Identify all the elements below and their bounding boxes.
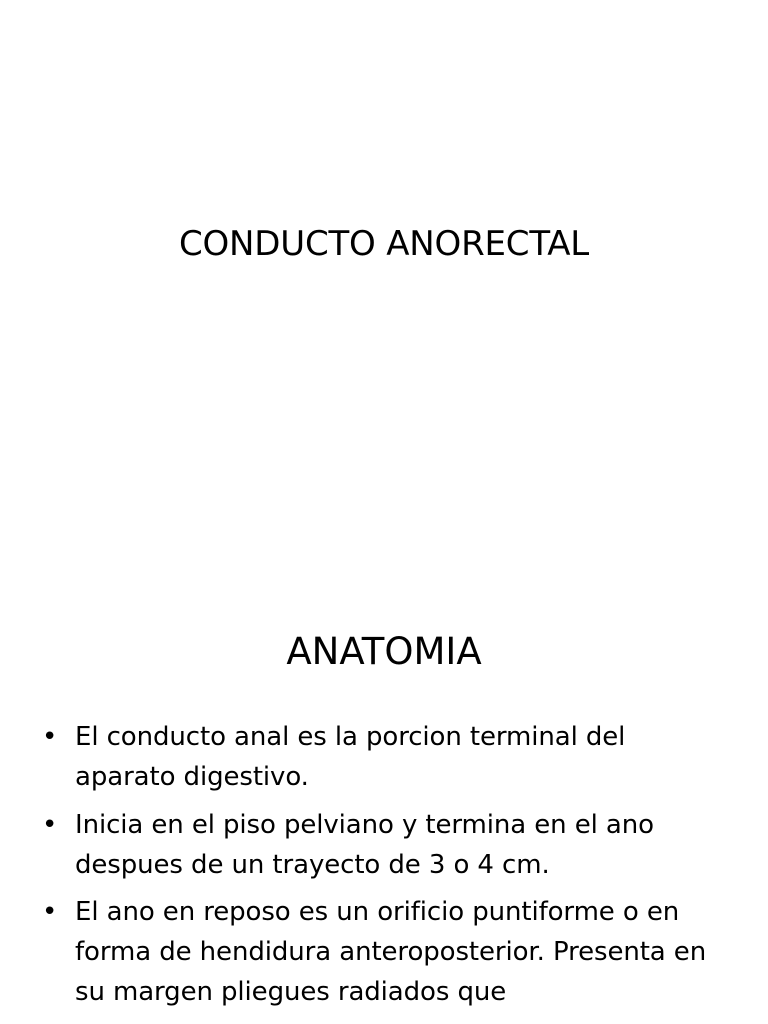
slide-title-heading: CONDUCTO ANORECTAL — [178, 224, 590, 264]
bullet-text: Inicia en el piso pelviano y termina en el ano despues de un trayecto de 3 o 4 cm. — [75, 810, 654, 880]
bullet-item — [42, 805, 732, 885]
bullet-icon: • — [42, 810, 58, 840]
slide-heading: ANATOMIA — [286, 630, 482, 673]
bullet-icon: • — [42, 897, 58, 927]
bullet-list — [42, 717, 732, 1020]
bullet-icon: • — [42, 722, 58, 752]
bullet-text: El conducto anal es la porcion terminal del aparato digestivo. — [75, 722, 626, 792]
slide-anatomia — [0, 576, 768, 1024]
bullet-item — [42, 892, 732, 1012]
bullet-text: El ano en reposo es un orificio puntiforme o en forma de hendidura anteroposterior. Presenta en su margen pliegues radiados que — [75, 897, 707, 1007]
bullet-item — [42, 717, 732, 797]
